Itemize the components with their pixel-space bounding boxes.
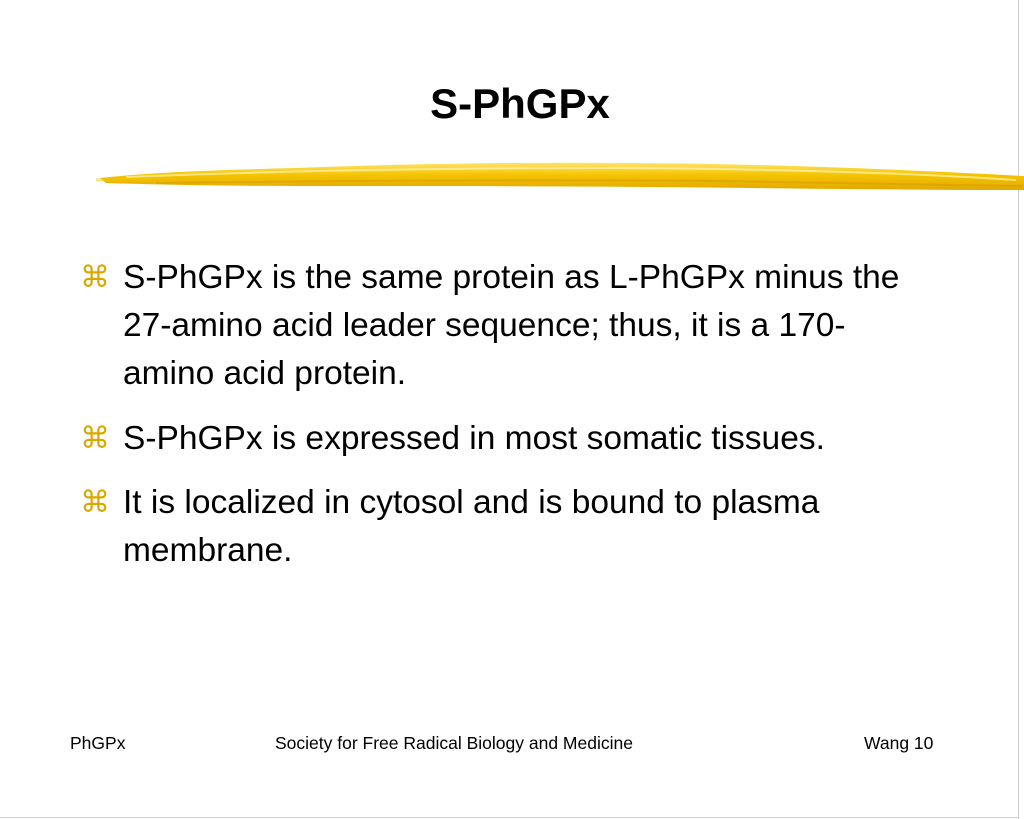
bullet-item xyxy=(80,254,900,398)
bullet-item xyxy=(80,479,900,575)
bullet-text: It is localized in cytosol and is bound to plasma membrane. xyxy=(123,484,820,569)
bullet-list xyxy=(80,254,900,589)
yellow-brush-stroke xyxy=(96,150,1024,202)
bullet-text: S-PhGPx is expressed in most somatic tissues. xyxy=(123,420,825,457)
slide-title: S-PhGPx xyxy=(430,80,610,127)
bullet-item xyxy=(80,412,900,465)
command-icon: ⌘ xyxy=(80,260,110,295)
bullet-text: S-PhGPx is the same protein as L-PhGPx minus the 27-amino acid leader sequence; thus, it is a 170-amino acid protein. xyxy=(123,259,900,392)
footer-page-number: Wang 10 xyxy=(864,733,934,753)
footer-left-text: PhGPx xyxy=(70,733,126,753)
footer-center-text: Society for Free Radical Biology and Medicine xyxy=(275,733,633,753)
slide-bottom-edge xyxy=(0,817,1019,818)
command-icon: ⌘ xyxy=(80,421,110,456)
command-icon: ⌘ xyxy=(80,485,110,520)
